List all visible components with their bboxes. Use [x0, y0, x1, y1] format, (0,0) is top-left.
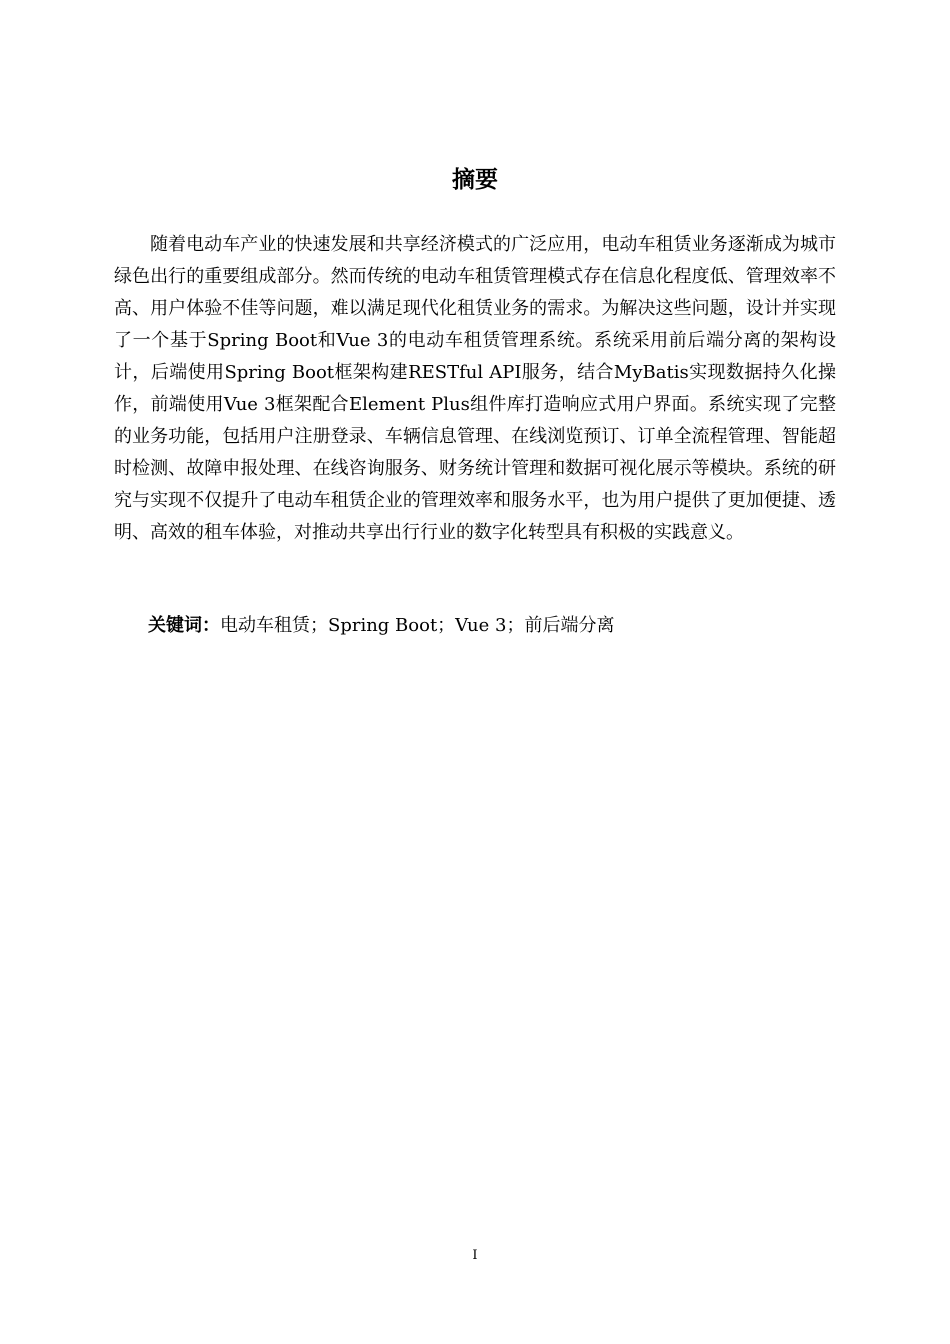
abstract-title: 摘要 [452, 167, 498, 193]
page-number: I [472, 1248, 478, 1263]
keywords-text: 电动车租赁；Spring Boot；Vue 3；前后端分离 [220, 615, 615, 636]
abstract-body: 随着电动车产业的快速发展和共享经济模式的广泛应用，电动车租赁业务逐渐成为城市绿色出行的重要组成部分。然而传统的电动车租赁管理模式存在信息化程度低、管理效率不高、用户体验不佳等问题，难以满足现代化租赁业务的需求。为解决这些问题，设计并实现了一个基于Spring Boot和Vue 3的电动车租赁管理系统。系统采用前后端分离的架构设计，后端使用Spring Boot框架构建RESTful API服务，结合MyBatis实现数据持久化操作，前端使用Vue 3框架配合Element Plus组件库打造响应式用户界面。系统实现了完整的业务功能，包括用户注册登录、车辆信息管理、在线浏览预订、订单全流程管理、智能超时检测、故障申报处理、在线咨询服务、财务统计管理和数据可视化展示等模块。系统的研究与实现不仅提升了电动车租赁企业的管理效率和服务水平，也为用户提供了更加便捷、透明、高效的租车体验，对推动共享出行行业的数字化转型具有积极的实践意义。 [114, 234, 836, 543]
keywords-line [114, 610, 836, 642]
keywords-label: 关键词： [148, 615, 220, 636]
